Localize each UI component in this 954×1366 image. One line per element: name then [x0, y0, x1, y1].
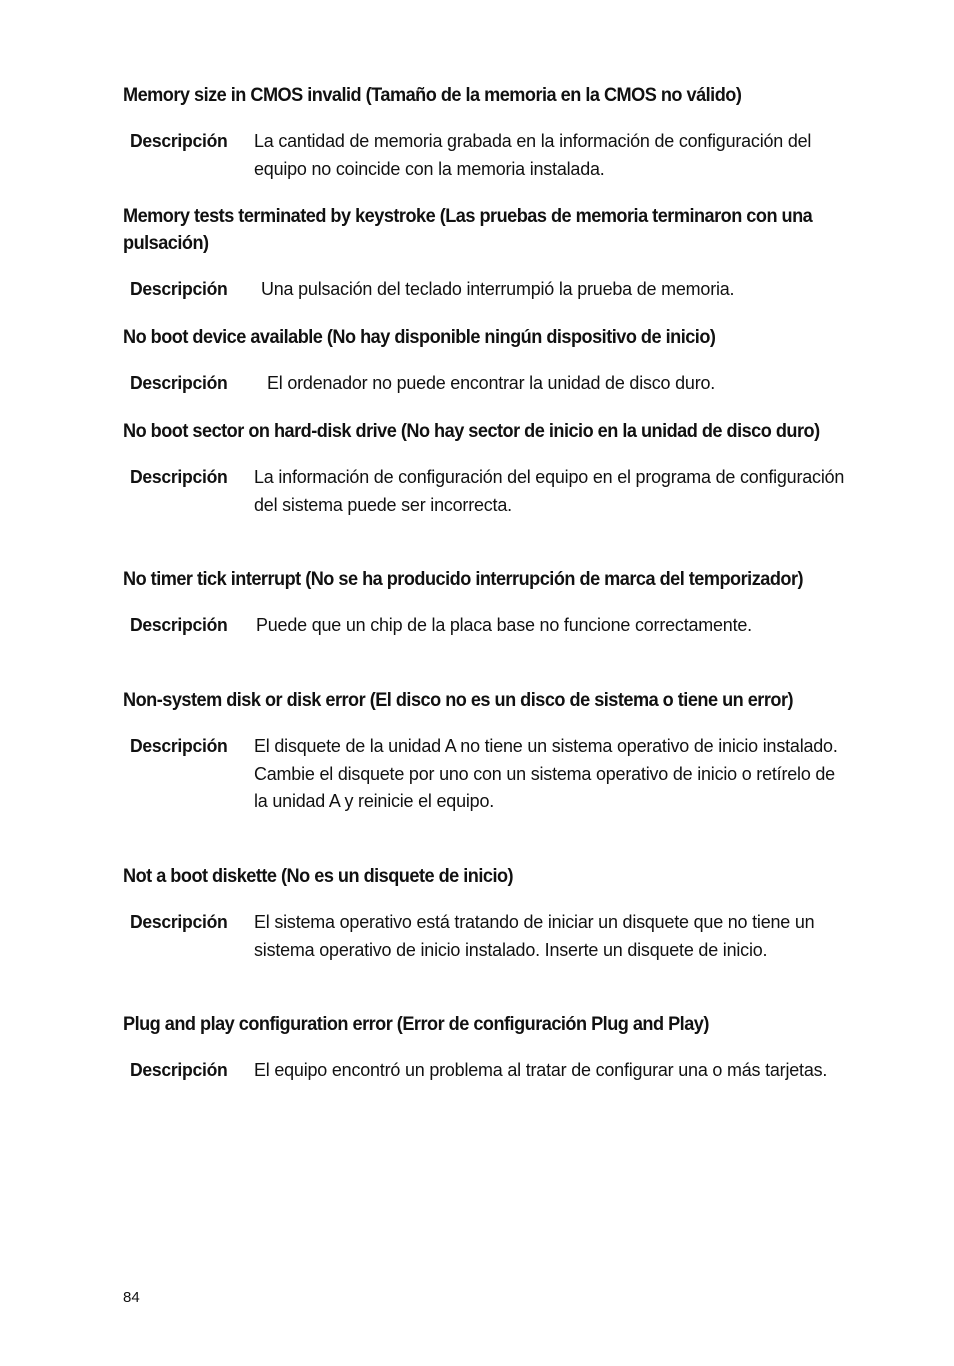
- description-row: [123, 732, 863, 815]
- description-label: Descripción: [130, 1059, 228, 1080]
- entry-memory-size-cmos: [123, 82, 863, 182]
- entry-no-boot-device: [123, 324, 863, 397]
- description-row: [123, 275, 863, 303]
- description-text: La cantidad de memoria grabada en la información de configuración del equipo no coincide con la memoria instalada.: [254, 130, 812, 179]
- entry-heading: Not a boot diskette (No es un disquete de inicio): [123, 865, 514, 887]
- description-row: [123, 1056, 863, 1084]
- entry-memory-tests-terminated: [123, 203, 863, 303]
- entry-heading: Plug and play configuration error (Error de configuración Plug and Play): [123, 1013, 709, 1035]
- description-row: [123, 127, 863, 182]
- entry-heading: No boot sector on hard-disk drive (No hay sector de inicio en la unidad de disco duro): [123, 420, 820, 442]
- description-text: Puede que un chip de la placa base no funcione correctamente.: [256, 614, 752, 635]
- entry-non-system-disk: [123, 687, 863, 815]
- entry-heading: No timer tick interrupt (No se ha producido interrupción de marca del temporizador): [123, 568, 804, 590]
- description-label: Descripción: [130, 466, 228, 487]
- description-label: Descripción: [130, 614, 228, 635]
- description-label: Descripción: [130, 130, 228, 151]
- entry-heading: No boot device available (No hay disponible ningún dispositivo de inicio): [123, 326, 716, 348]
- description-text: La información de configuración del equipo en el programa de configuración del sistema puede ser incorrecta.: [254, 466, 845, 515]
- page-number: 84: [123, 1289, 140, 1306]
- entry-no-timer-tick: [123, 566, 863, 639]
- entry-heading: Non-system disk or disk error (El disco no es un disco de sistema o tiene un error): [123, 689, 794, 711]
- description-text: El disquete de la unidad A no tiene un sistema operativo de inicio instalado. Cambie el disquete por uno con un sistema operativo de inicio o retírelo de la unidad A y reinicie el equipo.: [254, 735, 838, 811]
- description-label: Descripción: [130, 735, 228, 756]
- description-text: El sistema operativo está tratando de iniciar un disquete que no tiene un sistema operativo de inicio instalado. Inserte un disquete de inicio.: [254, 911, 815, 960]
- description-label: Descripción: [130, 911, 228, 932]
- entry-heading: Memory size in CMOS invalid (Tamaño de la memoria en la CMOS no válido): [123, 84, 742, 106]
- description-row: [123, 369, 863, 397]
- entry-no-boot-sector: [123, 418, 863, 518]
- entry-heading: Memory tests terminated by keystroke (Las pruebas de memoria terminaron con una pulsación): [123, 205, 813, 254]
- description-row: [123, 463, 863, 518]
- description-row: [123, 611, 863, 639]
- description-label: Descripción: [130, 372, 228, 393]
- entry-not-boot-diskette: [123, 863, 863, 963]
- description-text: Una pulsación del teclado interrumpió la prueba de memoria.: [261, 278, 735, 299]
- description-text: El ordenador no puede encontrar la unidad de disco duro.: [267, 372, 716, 393]
- description-label: Descripción: [130, 278, 228, 299]
- description-text: El equipo encontró un problema al tratar de configurar una o más tarjetas.: [254, 1059, 828, 1080]
- entry-plug-and-play-error: [123, 1011, 863, 1084]
- description-row: [123, 908, 863, 963]
